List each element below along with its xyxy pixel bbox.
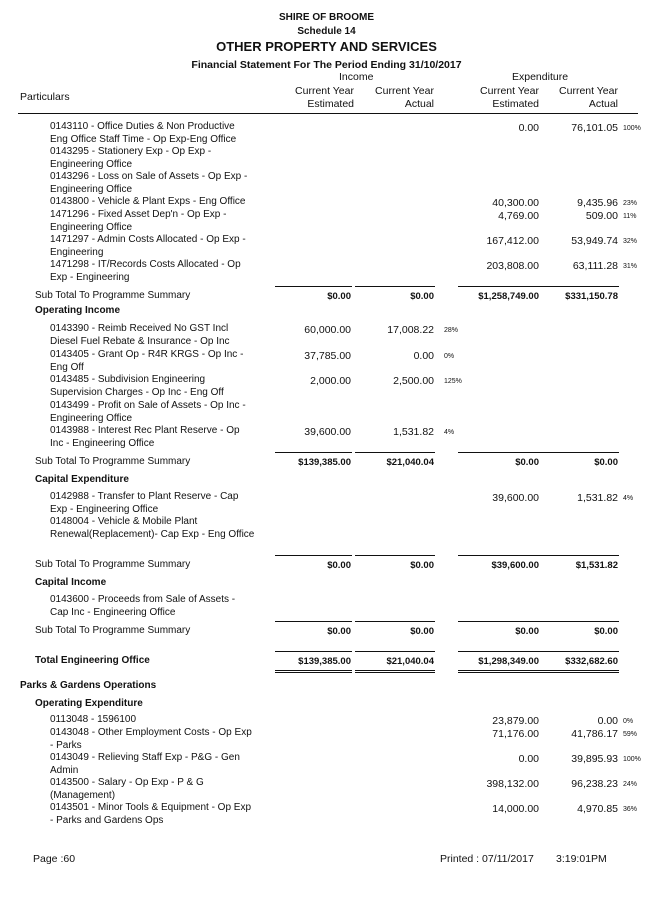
subtotal-rule	[355, 670, 435, 671]
subtotal-label: Sub Total To Programme Summary	[35, 559, 191, 570]
total-expenditure-estimated: $1,298,349.00	[478, 656, 539, 667]
program-heading-parks: Parks & Gardens Operations	[20, 680, 157, 691]
subtotal-rule	[540, 621, 619, 622]
account-description: 0148004 - Vehicle & Mobile Plant Renewal(Replacement)- Cap Exp - Eng Office	[50, 516, 255, 540]
inc-act-header-1: Current Year	[375, 85, 434, 97]
account-description: 0143500 - Salary - Op Exp - P & G (Management)	[50, 777, 204, 801]
account-description: 0143600 - Proceeds from Sale of Assets - Cap Inc - Engineering Office	[50, 594, 236, 618]
subtotal-rule	[355, 555, 435, 556]
income-estimated: 37,785.00	[304, 350, 351, 362]
subtotal-expenditure-estimated: $1,258,749.00	[478, 291, 539, 302]
expenditure-estimated: 0.00	[518, 122, 539, 134]
subtotal-rule	[458, 452, 540, 453]
account-description: 0143501 - Minor Tools & Equipment - Op Exp - Parks and Gardens Ops	[50, 802, 252, 826]
particulars-header: Particulars	[20, 91, 70, 103]
subtotal-rule	[275, 555, 352, 556]
exp-act-header-2: Actual	[588, 98, 618, 110]
expenditure-estimated: 23,879.00	[492, 715, 539, 727]
subtotal-expenditure-actual: $331,150.78	[565, 291, 618, 302]
expenditure-percent: 0%	[623, 718, 634, 725]
subtotal-expenditure-actual: $0.00	[594, 626, 618, 637]
expenditure-percent: 36%	[623, 806, 638, 813]
subtotal-rule	[355, 651, 435, 652]
subtotal-label: Sub Total To Programme Summary	[35, 290, 191, 301]
subtotal-income-actual: $0.00	[410, 560, 434, 571]
subtotal-rule	[540, 651, 619, 652]
account-description: 0143048 - Other Employment Costs - Op Exp - Parks	[50, 727, 252, 751]
subtotal-rule	[540, 555, 619, 556]
income-header: Income	[339, 71, 374, 83]
subtotal-rule	[540, 672, 619, 673]
printed-date: Printed : 07/11/2017	[440, 853, 534, 865]
expenditure-percent: 32%	[623, 238, 638, 245]
account-description: 0143800 - Vehicle & Plant Exps - Eng Office	[50, 196, 246, 207]
subtotal-rule	[275, 621, 352, 622]
page-number: Page :60	[33, 853, 76, 865]
schedule-label: Schedule 14	[297, 26, 356, 37]
exp-est-header-2: Estimated	[492, 98, 539, 110]
header-divider	[18, 113, 638, 114]
account-description: 0143405 - Grant Op - R4R KRGS - Op Inc - Eng Off	[50, 349, 244, 373]
subtotal-rule	[458, 672, 540, 673]
exp-act-header-1: Current Year	[559, 85, 618, 97]
subtotal-expenditure-actual: $1,531.82	[575, 560, 618, 571]
income-percent: 4%	[444, 429, 455, 436]
subtotal-expenditure-estimated: $0.00	[515, 626, 539, 637]
subtotal-rule	[275, 452, 352, 453]
subtotal-rule	[275, 672, 352, 673]
subtotal-rule	[355, 452, 435, 453]
expenditure-percent: 100%	[623, 125, 641, 132]
income-estimated: 2,000.00	[310, 375, 351, 387]
subtotal-income-estimated: $0.00	[327, 626, 351, 637]
expenditure-actual: 76,101.05	[571, 122, 618, 134]
total-income-estimated: $139,385.00	[298, 656, 351, 667]
subtotal-rule	[275, 651, 352, 652]
expenditure-actual: 39,895.93	[571, 753, 618, 765]
total-label: Total Engineering Office	[35, 655, 150, 666]
expenditure-estimated: 0.00	[518, 753, 539, 765]
account-description: 0142988 - Transfer to Plant Reserve - Cap Exp - Engineering Office	[50, 491, 239, 515]
org-name: SHIRE OF BROOME	[278, 12, 374, 23]
expenditure-actual: 53,949.74	[571, 235, 618, 247]
expenditure-estimated: 167,412.00	[486, 235, 539, 247]
subtotal-rule	[355, 672, 435, 673]
subtotal-rule	[275, 670, 352, 671]
income-estimated: 60,000.00	[304, 324, 351, 336]
income-percent: 0%	[444, 353, 455, 360]
expenditure-actual: 41,786.17	[571, 728, 618, 740]
exp-est-header-1: Current Year	[480, 85, 539, 97]
subtotal-rule	[355, 621, 435, 622]
expenditure-header: Expenditure	[512, 71, 569, 83]
section-title-operating-expenditure: Operating Expenditure	[35, 698, 143, 709]
subtotal-rule	[458, 555, 540, 556]
subtotal-income-estimated: $0.00	[327, 291, 351, 302]
income-actual: 17,008.22	[387, 324, 434, 336]
income-actual: 2,500.00	[393, 375, 434, 387]
account-description: 1471298 - IT/Records Costs Allocated - Op Exp - Engineering	[50, 259, 241, 283]
expenditure-percent: 4%	[623, 495, 634, 502]
subtotal-rule	[540, 286, 619, 287]
expenditure-actual: 63,111.28	[572, 260, 618, 272]
subtotal-label: Sub Total To Programme Summary	[35, 456, 191, 467]
inc-est-header-2: Estimated	[307, 98, 354, 110]
expenditure-estimated: 398,132.00	[486, 778, 539, 790]
expenditure-estimated: 14,000.00	[492, 803, 539, 815]
subtotal-rule	[458, 286, 540, 287]
subtotal-income-actual: $0.00	[410, 626, 434, 637]
printed-time: 3:19:01PM	[556, 853, 607, 865]
expenditure-estimated: 203,808.00	[486, 260, 539, 272]
subtotal-expenditure-actual: $0.00	[594, 457, 618, 468]
inc-est-header-1: Current Year	[295, 85, 354, 97]
account-description: 0143390 - Reimb Received No GST Incl Diesel Fuel Rebate & Insurance - Op Inc	[50, 323, 230, 347]
subtotal-rule	[458, 670, 540, 671]
report-title: OTHER PROPERTY AND SERVICES	[216, 39, 437, 54]
income-estimated: 39,600.00	[304, 426, 351, 438]
subtotal-rule	[355, 286, 435, 287]
subtotal-rule	[540, 670, 619, 671]
subtotal-income-estimated: $0.00	[327, 560, 351, 571]
total-expenditure-actual: $332,682.60	[565, 656, 618, 667]
expenditure-percent: 11%	[623, 213, 637, 220]
expenditure-percent: 100%	[623, 756, 641, 763]
expenditure-percent: 31%	[623, 263, 638, 270]
account-description: 1471296 - Fixed Asset Dep'n - Op Exp - Engineering Office	[50, 209, 227, 233]
expenditure-estimated: 4,769.00	[498, 210, 539, 222]
income-percent: 28%	[444, 327, 459, 334]
account-description: 0143988 - Interest Rec Plant Reserve - Op Inc - Engineering Office	[50, 425, 240, 449]
expenditure-estimated: 40,300.00	[492, 197, 539, 209]
expenditure-percent: 59%	[623, 731, 638, 738]
income-percent: 125%	[444, 378, 462, 385]
account-description: 0113048 - 1596100	[50, 714, 137, 725]
account-description: 0143485 - Subdivision Engineering Supervision Charges - Op Inc - Eng Off	[50, 374, 224, 398]
subtotal-expenditure-estimated: $39,600.00	[491, 560, 539, 571]
income-actual: 0.00	[413, 350, 434, 362]
account-description: 0143110 - Office Duties & Non Productive Eng Office Staff Time - Op Exp-Eng Office	[50, 121, 237, 145]
total-income-actual: $21,040.04	[386, 656, 434, 667]
account-description: 0143499 - Profit on Sale of Assets - Op Inc - Engineering Office	[50, 400, 246, 424]
subtotal-rule	[540, 452, 619, 453]
expenditure-actual: 96,238.23	[571, 778, 618, 790]
subtotal-income-estimated: $139,385.00	[298, 457, 351, 468]
subtotal-income-actual: $0.00	[410, 291, 434, 302]
income-actual: 1,531.82	[393, 426, 434, 438]
account-description: 0143049 - Relieving Staff Exp - P&G - Gen Admin	[50, 752, 240, 776]
expenditure-percent: 23%	[623, 200, 638, 207]
expenditure-actual: 1,531.82	[577, 492, 618, 504]
expenditure-actual: 9,435.96	[577, 197, 618, 209]
section-title-operating-income: Operating Income	[35, 305, 121, 316]
expenditure-actual: 0.00	[597, 715, 618, 727]
account-description: 0143296 - Loss on Sale of Assets - Op Exp - Engineering Office	[50, 171, 248, 195]
subtotal-rule	[458, 651, 540, 652]
section-title-capital-expenditure: Capital Expenditure	[35, 474, 129, 485]
expenditure-actual: 4,970.85	[577, 803, 618, 815]
subtotal-rule	[275, 286, 352, 287]
expenditure-percent: 24%	[623, 781, 638, 788]
subtotal-income-actual: $21,040.04	[386, 457, 434, 468]
expenditure-estimated: 71,176.00	[492, 728, 539, 740]
subtotal-expenditure-estimated: $0.00	[515, 457, 539, 468]
subtotal-label: Sub Total To Programme Summary	[35, 625, 191, 636]
report-subtitle: Financial Statement For The Period Ending 31/10/2017	[191, 59, 462, 71]
expenditure-actual: 509.00	[585, 210, 618, 222]
inc-act-header-2: Actual	[404, 98, 434, 110]
expenditure-estimated: 39,600.00	[492, 492, 539, 504]
subtotal-rule	[458, 621, 540, 622]
section-title-capital-income: Capital Income	[35, 577, 107, 588]
account-description: 0143295 - Stationery Exp - Op Exp - Engineering Office	[50, 146, 212, 170]
account-description: 1471297 - Admin Costs Allocated - Op Exp - Engineering	[50, 234, 246, 258]
